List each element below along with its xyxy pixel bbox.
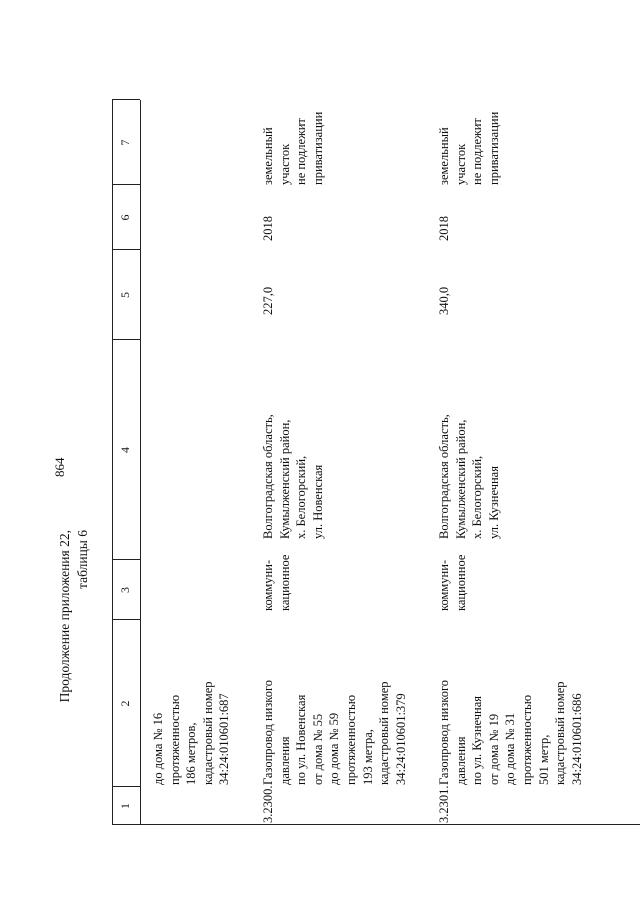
column-header-1: 1 xyxy=(118,803,132,809)
row-value: 340,0 xyxy=(437,286,451,315)
row-type: коммуни- кационное xyxy=(261,554,292,611)
table-top-border xyxy=(112,100,113,825)
row-address: Волгоградская область, Кумылженский район, х. Белогорский, ул. Новенская xyxy=(261,414,325,539)
row-description: Газопровод низкого давления по ул. Новенская от дома № 55 до дома № 59 протяженностью 193 метра, кадастровый номер 34:24:010601:379 xyxy=(261,679,408,785)
row-note: земельный участок не подлежит приватизации xyxy=(261,111,325,185)
column-header-6: 6 xyxy=(118,214,132,221)
header-bottom-border xyxy=(140,100,141,825)
continuation-line-2: таблицы 6 xyxy=(75,530,90,589)
column-header-3: 3 xyxy=(118,587,132,593)
row-number: 3.2300. xyxy=(261,785,275,823)
page-number: 864 xyxy=(52,457,67,477)
row-number: 3.2301. xyxy=(437,785,451,823)
row-type: коммуни- кационное xyxy=(437,554,468,611)
row-address: Волгоградская область, Кумылженский район, х. Белогорский, ул. Кузнечная xyxy=(437,414,501,539)
row-year: 2018 xyxy=(437,216,451,241)
carryover-description: до дома № 16 протяженностью 186 метров, кадастровый номер 34:24:010601:687 xyxy=(151,681,232,785)
row-value: 227,0 xyxy=(261,286,275,315)
row-year: 2018 xyxy=(261,216,275,241)
col-divider-0 xyxy=(112,824,640,825)
row-description: Газопровод низкого давления по ул. Кузнечная от дома № 19 до дома № 31 протяженностью 501 метр, кадастровый номер 34:24:010601:686 xyxy=(437,679,584,785)
column-header-4: 4 xyxy=(118,447,132,453)
row-note: земельный участок не подлежит приватизации xyxy=(437,111,501,185)
continuation-line-1: Продолжение приложения 22, xyxy=(57,530,72,703)
column-header-7: 7 xyxy=(118,139,132,146)
column-header-2: 2 xyxy=(118,700,132,707)
column-header-5: 5 xyxy=(118,292,132,298)
continuation-header xyxy=(56,530,92,830)
